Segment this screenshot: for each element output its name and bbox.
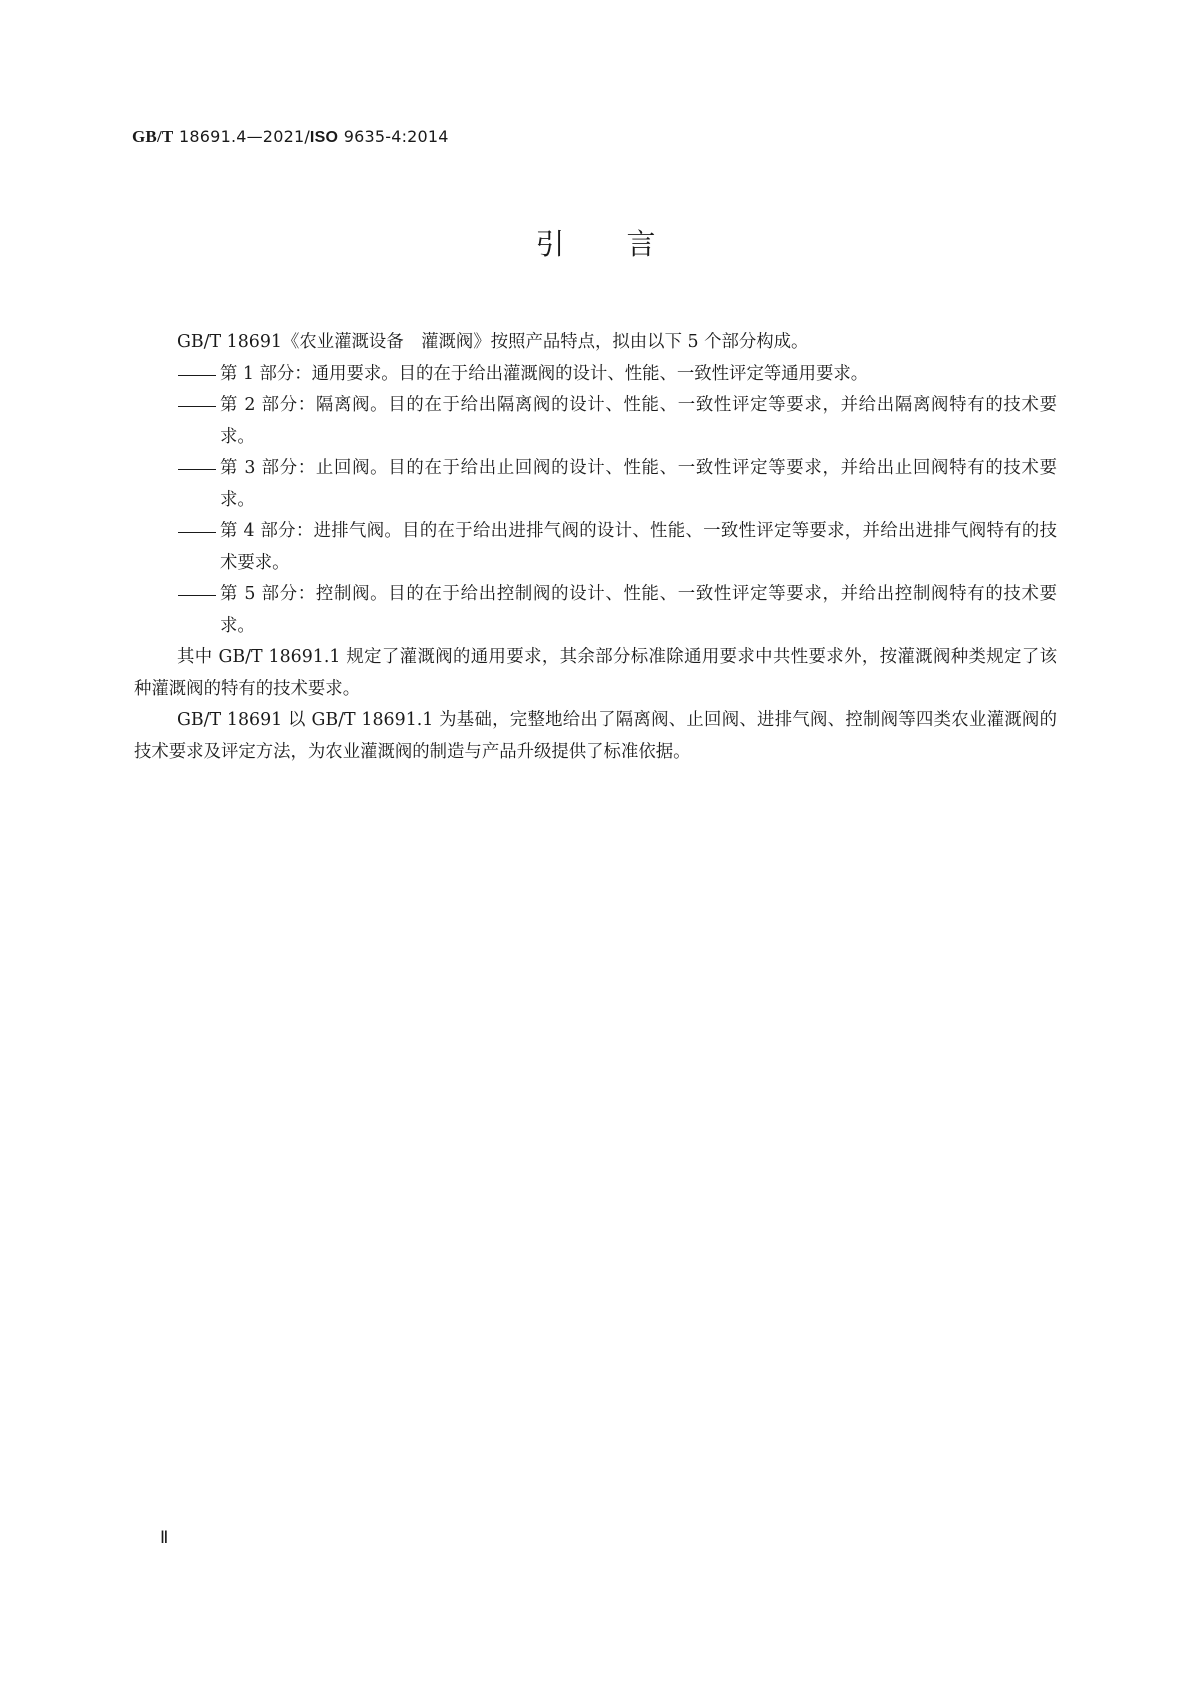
section-title: 引言 bbox=[535, 227, 718, 261]
part-text: 第 4 部分：进排气阀。目的在于给出进排气阀的设计、性能、一致性评定等要求，并给出进排气阀特有的技术要求。 bbox=[220, 521, 1057, 573]
part-text: 第 3 部分：止回阀。目的在于给出止回阀的设计、性能、一致性评定等要求，并给出止回阀特有的技术要求。 bbox=[220, 458, 1057, 510]
part-item bbox=[177, 516, 1057, 579]
body-paragraph: 其中 GB/T 18691.1 规定了灌溉阀的通用要求，其余部分标准除通用要求中共性要求外，按灌溉阀种类规定了该种灌溉阀的特有的技术要求。 bbox=[134, 647, 1057, 699]
iso-number: 9635-4:2014 bbox=[343, 127, 449, 146]
part-text: 第 1 部分：通用要求。目的在于给出灌溉阀的设计、性能、一致性评定等通用要求。 bbox=[220, 363, 869, 384]
part-text: 第 5 部分：控制阀。目的在于给出控制阀的设计、性能、一致性评定等要求，并给出控制阀特有的技术要求。 bbox=[220, 584, 1057, 636]
part-item bbox=[177, 579, 1057, 642]
part-item bbox=[177, 453, 1057, 516]
part-item bbox=[177, 359, 1057, 391]
page-number: Ⅱ bbox=[160, 1528, 169, 1547]
body-paragraph: GB/T 18691 以 GB/T 18691.1 为基础，完整地给出了隔离阀、止回阀、进排气阀、控制阀等四类农业灌溉阀的技术要求及评定方法，为农业灌溉阀的制造与产品升级提供了标准依据。 bbox=[134, 710, 1057, 762]
iso-prefix: ISO bbox=[309, 129, 339, 146]
intro-paragraph: GB/T 18691《农业灌溉设备 灌溉阀》按照产品特点，拟由以下 5 个部分构成。 bbox=[177, 332, 809, 352]
part-item bbox=[177, 390, 1057, 453]
standard-prefix: GB/T bbox=[132, 127, 174, 146]
standard-header bbox=[132, 127, 449, 147]
standard-number: 18691.4—2021/ bbox=[179, 127, 310, 146]
section-body bbox=[134, 327, 1057, 768]
part-text: 第 2 部分：隔离阀。目的在于给出隔离阀的设计、性能、一致性评定等要求，并给出隔离阀特有的技术要求。 bbox=[220, 395, 1057, 447]
